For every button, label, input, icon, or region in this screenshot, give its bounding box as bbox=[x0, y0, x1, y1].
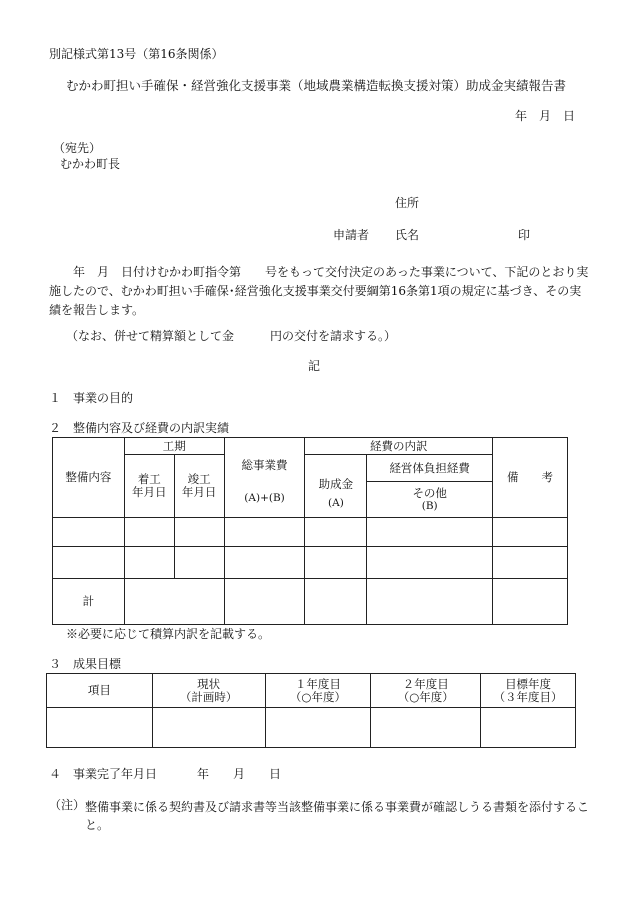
date-line: 年 月 日 bbox=[515, 109, 576, 123]
completion-date: 年 月 日 bbox=[197, 767, 282, 781]
body-paragraph: 年 月 日付けむかわ町指令第 号をもって交付決定のあった事業について、下記のとおり実施したので、むかわ町担い手確保･経営強化支援事業交付要綱第16条第1項の規定に基づき、その実績を報告します。 bbox=[49, 265, 589, 317]
address-label: 住所 bbox=[395, 196, 420, 210]
addressee-label: （宛先） bbox=[53, 141, 102, 155]
footnote: 整備事業に係る契約書及び請求書等当該整備事業に係る事業費が確認しうる書類を添付すること。 bbox=[85, 800, 590, 832]
header-burden: 経営体負担経費 bbox=[367, 455, 493, 482]
total-label: 計 bbox=[53, 579, 125, 625]
header-target: 目標年度 （３年度目） bbox=[481, 674, 576, 708]
seal-label: 印 bbox=[518, 228, 531, 242]
header-end: 竣工 年月日 bbox=[174, 455, 224, 518]
section-2-heading: ２ 整備内容及び経費の内訳実績 bbox=[49, 421, 230, 435]
table-total-row bbox=[53, 579, 568, 625]
header-start: 着工 年月日 bbox=[124, 455, 174, 518]
section-1-heading: １ 事業の目的 bbox=[49, 391, 134, 405]
header-year1: １年度目 （○年度） bbox=[265, 674, 371, 708]
table-row bbox=[53, 547, 568, 579]
header-remarks: 備 考 bbox=[493, 438, 568, 518]
table-row bbox=[47, 708, 576, 748]
header-total: 総事業費 (A)+(B) bbox=[224, 438, 305, 518]
targets-table bbox=[46, 673, 576, 748]
header-period: 工期 bbox=[124, 438, 224, 455]
section-3-heading: ３ 成果目標 bbox=[49, 657, 122, 671]
expense-table bbox=[52, 437, 568, 625]
document-title: むかわ町担い手確保・経営強化支援事業（地域農業構造転換支援対策）助成金実績報告書 bbox=[66, 78, 567, 93]
header-breakdown: 経費の内訳 bbox=[305, 438, 493, 455]
header-year2: ２年度目 （○年度） bbox=[371, 674, 481, 708]
name-label: 氏名 bbox=[395, 228, 420, 242]
footnote-label: （注） bbox=[49, 798, 86, 812]
ki-marker: 記 bbox=[308, 359, 321, 373]
addressee: むかわ町長 bbox=[60, 157, 121, 171]
table-row bbox=[53, 518, 568, 547]
header-subsidy: 助成金 (A) bbox=[305, 455, 367, 518]
section-4-heading: ４ 事業完了年月日 bbox=[49, 767, 158, 781]
header-content: 整備内容 bbox=[53, 438, 125, 518]
form-number: 別記様式第13号（第16条関係） bbox=[49, 47, 224, 61]
table-note: ※必要に応じて積算内訳を記載する。 bbox=[66, 627, 271, 641]
header-other: その他 (B) bbox=[367, 482, 493, 518]
applicant-label: 申請者 bbox=[333, 228, 370, 242]
header-current: 現状 （計画時） bbox=[152, 674, 265, 708]
header-item: 項目 bbox=[47, 674, 153, 708]
note-paragraph: （なお、併せて精算額として金 円の交付を請求する。） bbox=[66, 329, 397, 343]
